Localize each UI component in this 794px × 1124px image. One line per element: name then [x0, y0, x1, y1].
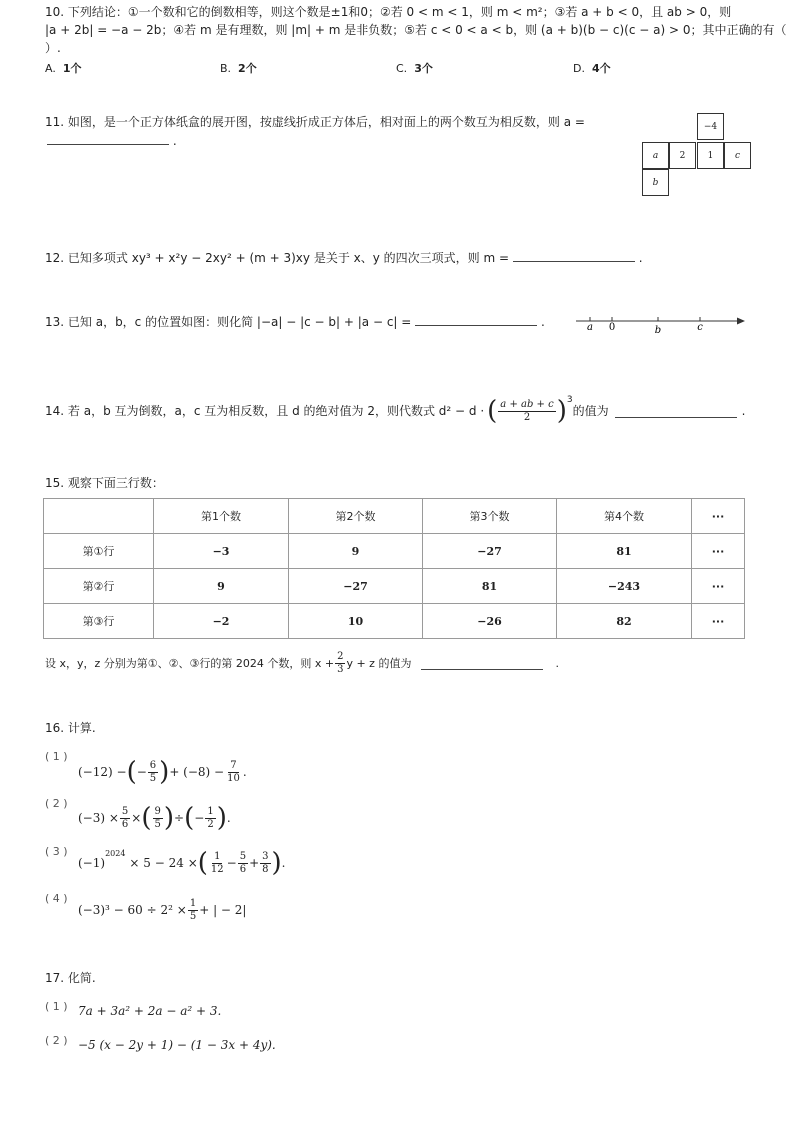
label-zero: 0 [608, 322, 616, 333]
header-cell: 第4个数 [557, 499, 692, 534]
fraction-numerator: 6 [149, 759, 157, 771]
header-cell [44, 499, 154, 534]
q16-item-3-number: ( 3 ) [45, 845, 68, 858]
q17-item-2-number: ( 2 ) [45, 1034, 68, 1047]
header-cell: 第2个数 [289, 499, 423, 534]
label-c: c [697, 322, 703, 333]
fraction-numerator: 7 [230, 759, 237, 771]
fraction [260, 851, 270, 876]
answer-blank[interactable] [47, 132, 169, 145]
table-cell: ··· [692, 534, 745, 569]
fraction [205, 806, 215, 831]
q16-expr-1 [78, 752, 247, 792]
q15-follow-text-post: y + z 的值为 [346, 657, 412, 670]
table-cell: −27 [289, 569, 423, 604]
fraction-denominator: 5 [149, 772, 157, 784]
option-key: A. [45, 62, 56, 75]
q17-title: 17. 化简. [45, 971, 96, 985]
q10-option-c [396, 60, 433, 76]
expr-part: × [131, 811, 142, 825]
q16-expr-3 [78, 843, 286, 883]
option-text: 4个 [591, 62, 611, 75]
q15-table [43, 498, 745, 639]
cube-face-a: a [642, 142, 669, 169]
q16-expr-4 [78, 890, 246, 930]
fraction-denominator: 5 [154, 818, 161, 830]
option-text: 3个 [414, 62, 433, 75]
left-paren: ( [487, 396, 498, 426]
table-row [44, 534, 745, 569]
period: . [172, 134, 177, 148]
fraction-numerator: a + ab + c [500, 398, 554, 410]
period: . [638, 251, 643, 265]
answer-blank[interactable] [513, 249, 635, 262]
q10-option-b [220, 60, 257, 76]
expr-part: (−3) × [78, 811, 119, 825]
fraction [188, 898, 198, 923]
q14-text-post: 的值为 [572, 404, 609, 418]
table-row [44, 604, 745, 639]
answer-blank[interactable] [615, 405, 737, 418]
exponent: 2024 [105, 849, 126, 858]
table-cell: 81 [423, 569, 557, 604]
option-key: C. [396, 62, 408, 75]
q14-text-pre: 14. 若 a，b 互为倒数，a，c 互为相反数，且 d 的绝对值为 2，则代数式 d² − d · [45, 404, 485, 418]
fraction-denominator: 2 [523, 411, 531, 423]
q16-title: 16. 计算. [45, 721, 96, 735]
q15-follow-text-pre: 设 x，y，z 分别为第①、②、③行的第 2024 个数，则 x + [45, 657, 335, 670]
period: . [226, 811, 231, 825]
fraction [225, 760, 242, 785]
table-cell: −27 [423, 534, 557, 569]
table-cell: 81 [557, 534, 692, 569]
minus-sign: − [194, 811, 205, 825]
fraction [209, 851, 226, 876]
left-paren: ( [141, 803, 152, 833]
q14-line [45, 390, 745, 432]
option-text: 2个 [238, 62, 257, 75]
answer-blank[interactable] [421, 657, 543, 670]
q12-line [45, 249, 643, 266]
table-row [44, 569, 745, 604]
q10-line-3: ）. [45, 41, 61, 55]
q13-text: 13. 已知 a，b，c 的位置如图：则化简 |−a| − |c − b| + |a − c| = [45, 315, 412, 329]
exponent: 3 [566, 395, 573, 405]
q15-follow-up [45, 648, 559, 678]
expr-part: × 5 − 24 × [129, 856, 198, 870]
table-cell: −3 [154, 534, 289, 569]
fraction-denominator: 12 [210, 863, 224, 875]
fraction [120, 806, 130, 831]
answer-blank[interactable] [415, 313, 537, 326]
fraction-numerator: 9 [154, 805, 161, 817]
arrow-icon [737, 318, 745, 325]
fraction-numerator: 1 [214, 850, 221, 862]
header-cell: ··· [692, 499, 745, 534]
q13-line [45, 313, 545, 330]
fraction-denominator: 5 [189, 910, 197, 922]
cube-face-c: c [724, 142, 751, 169]
fraction-denominator: 2 [207, 818, 214, 830]
q10-option-a [45, 60, 81, 76]
q10-option-d [573, 60, 611, 76]
fraction-denominator: 6 [121, 818, 129, 830]
right-paren: ) [271, 848, 282, 878]
table-cell: 10 [289, 604, 423, 639]
row-label: 第③行 [44, 604, 154, 639]
fraction [153, 806, 163, 831]
expr-part: (−1) [78, 856, 106, 870]
q10-line-1: 10. 下列结论：①一个数和它的倒数相等，则这个数是±1和0；②若 0 < m < 1，则 m < m²；③若 a + b < 0，且 ab > 0，则 [45, 5, 732, 19]
q17-expr-1: 7a + 3a² + 2a − a² + 3. [78, 1004, 222, 1018]
period: . [242, 765, 247, 779]
q17-expr-2: −5 (x − 2y + 1) − (1 − 3x + 4y). [78, 1038, 276, 1052]
fraction-denominator: 3 [337, 663, 344, 675]
q15-fraction [335, 651, 345, 676]
right-paren: ) [556, 396, 567, 426]
q17-item-1-number: ( 1 ) [45, 1000, 68, 1013]
left-paren: ( [126, 757, 137, 787]
q16-expr-2 [78, 798, 231, 838]
expr-part: (−3)³ − 60 ÷ 2² × [78, 903, 187, 917]
header-cell: 第3个数 [423, 499, 557, 534]
fraction-denominator: 8 [262, 863, 269, 875]
option-text: 1个 [62, 62, 82, 75]
period: . [541, 315, 545, 329]
number-line [570, 312, 750, 336]
q14-fraction [498, 399, 555, 424]
cube-face-1: 1 [697, 142, 724, 169]
period: . [555, 656, 559, 670]
fraction-denominator: 10 [227, 772, 240, 784]
minus-sign: − [136, 765, 147, 779]
row-label: 第②行 [44, 569, 154, 604]
row-label: 第①行 [44, 534, 154, 569]
option-key: B. [220, 62, 232, 75]
fraction-numerator: 1 [189, 897, 197, 909]
table-cell: ··· [692, 604, 745, 639]
table-cell: −243 [557, 569, 692, 604]
left-paren: ( [184, 803, 195, 833]
table-cell: −2 [154, 604, 289, 639]
expr-part: (−12) − [78, 765, 127, 779]
expr-part: + (−8) − [169, 765, 225, 779]
fraction-numerator: 3 [262, 850, 269, 862]
q16-item-2-number: ( 2 ) [45, 797, 68, 810]
header-cell: 第1个数 [154, 499, 289, 534]
fraction [238, 851, 248, 876]
expr-part: + | − 2| [199, 903, 247, 917]
cube-face-b: b [642, 169, 669, 196]
q10-line-2: |a + 2b| = −a − 2b；④若 m 是有理数，则 |m| + m 是非负数；⑤若 c < 0 < a < b，则 (a + b)(b − c)(c − a) > 0；其中正确的有（ [45, 23, 787, 37]
q11-answer [47, 132, 177, 149]
left-paren: ( [197, 848, 208, 878]
right-paren: ) [163, 803, 175, 833]
operator: − [226, 856, 237, 870]
fraction-numerator: 2 [337, 650, 344, 662]
table-cell: ··· [692, 569, 745, 604]
q11-text: 11. 如图，是一个正方体纸盒的展开图，按虚线折成正方体后，相对面上的两个数互为相反数，则 a = [45, 115, 585, 129]
fraction [148, 760, 158, 785]
period: . [741, 404, 746, 418]
fraction-numerator: 5 [121, 805, 129, 817]
table-header-row [44, 499, 745, 534]
right-paren: ) [159, 757, 170, 787]
label-b: b [654, 325, 662, 336]
operator: + [249, 856, 260, 870]
q15-title: 15. 观察下面三行数： [45, 476, 164, 490]
period: . [281, 856, 286, 870]
fraction-denominator: 6 [239, 863, 247, 875]
q16-item-4-number: ( 4 ) [45, 892, 68, 905]
label-a: a [587, 322, 593, 333]
table-cell: 82 [557, 604, 692, 639]
table-cell: 9 [289, 534, 423, 569]
fraction-numerator: 1 [207, 805, 214, 817]
fraction-numerator: 5 [239, 850, 247, 862]
table-cell: −26 [423, 604, 557, 639]
expr-part: ÷ [174, 811, 185, 825]
option-key: D. [573, 62, 585, 75]
q16-item-1-number: ( 1 ) [45, 750, 68, 763]
cube-face-2: 2 [669, 142, 696, 169]
right-paren: ) [216, 803, 227, 833]
table-cell: 9 [154, 569, 289, 604]
q12-text: 12. 已知多项式 xy³ + x²y − 2xy² + (m + 3)xy 是关于 x、y 的四次三项式，则 m = [45, 251, 510, 265]
cube-face-top: −4 [697, 113, 724, 140]
